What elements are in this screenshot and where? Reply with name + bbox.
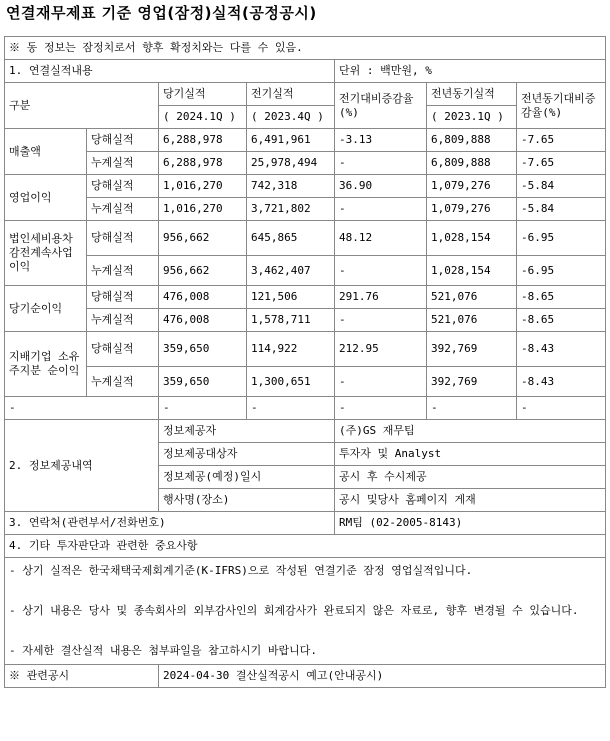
note-item: - 상기 내용은 당사 및 종속회사의 외부감사인의 회계감사가 완료되지 않은 자료로, 향후 변경될 수 있습니다.	[9, 604, 579, 617]
note-item: - 자세한 결산실적 내용은 첨부파일을 참고하시기 바랍니다.	[9, 644, 318, 657]
cell-cur: 956,662	[159, 221, 247, 256]
cell-prior: 114,922	[247, 332, 335, 367]
cell-qoq: -3.13	[335, 129, 427, 152]
cell-type: 당해실적	[87, 129, 159, 152]
info-key: 정보제공자	[159, 420, 335, 443]
cell-cur: 359,650	[159, 332, 247, 367]
table-row	[5, 286, 606, 309]
table-row	[5, 221, 606, 256]
cell-cur: 476,008	[159, 309, 247, 332]
cell-qoq: 212.95	[335, 332, 427, 367]
table-row	[5, 309, 606, 332]
table-row	[5, 367, 606, 397]
cell-yoy: -8.65	[517, 286, 606, 309]
info-key: 정보제공대상자	[159, 443, 335, 466]
header-yoy-base: 전년동기실적	[427, 83, 517, 106]
note-item: - 상기 실적은 한국채택국제회계기준(K-IFRS)으로 작성된 연결기준 잠정 영업실적입니다.	[9, 564, 473, 577]
header-category: 구분	[5, 83, 159, 129]
info-key: 정보제공(예정)일시	[159, 466, 335, 489]
cell-yoy-base: 521,076	[427, 309, 517, 332]
cell-yoy-base: 521,076	[427, 286, 517, 309]
cell-cur: 6,288,978	[159, 152, 247, 175]
page-title: 연결재무제표 기준 영업(잠정)실적(공정공시)	[6, 4, 317, 22]
row-category: 영업이익	[5, 175, 87, 221]
cell-type: 당해실적	[87, 221, 159, 256]
row-category: 지배기업 소유주지분 순이익	[5, 332, 87, 397]
section1-label: 1. 연결실적내용	[5, 60, 335, 83]
section3-label: 3. 연락처(관련부서/전화번호)	[5, 512, 335, 535]
info-value: 공시 후 수시제공	[335, 466, 606, 489]
dash-cell: -	[335, 397, 427, 420]
cell-qoq: -	[335, 152, 427, 175]
related-label: ※ 관련공시	[5, 665, 159, 688]
header-prior: 전기실적	[247, 83, 335, 106]
cell-yoy-base: 1,079,276	[427, 198, 517, 221]
cell-cur: 359,650	[159, 367, 247, 397]
cell-yoy: -6.95	[517, 221, 606, 256]
cell-cur: 1,016,270	[159, 198, 247, 221]
cell-qoq: 48.12	[335, 221, 427, 256]
cell-yoy-base: 6,809,888	[427, 129, 517, 152]
cell-yoy: -6.95	[517, 256, 606, 286]
table-row	[5, 332, 606, 367]
cell-qoq: 36.90	[335, 175, 427, 198]
cell-prior: 645,865	[247, 221, 335, 256]
cell-qoq: -	[335, 367, 427, 397]
header-current-period: ( 2024.1Q )	[159, 106, 247, 129]
unit-label: 단위 : 백만원, %	[335, 60, 606, 83]
cell-prior: 6,491,961	[247, 129, 335, 152]
info-value: 공시 및당사 홈페이지 게재	[335, 489, 606, 512]
info-value: 투자자 및 Analyst	[335, 443, 606, 466]
cell-type: 누계실적	[87, 256, 159, 286]
cell-yoy: -7.65	[517, 129, 606, 152]
header-qoq: 전기대비증감율(%)	[335, 83, 427, 129]
cell-yoy-base: 392,769	[427, 332, 517, 367]
notice: ※ 동 정보는 잠정치로서 향후 확정치와는 다를 수 있음.	[5, 37, 606, 60]
contact-value: RM팀 (02-2005-8143)	[335, 512, 606, 535]
row-category: 매출액	[5, 129, 87, 175]
cell-prior: 25,978,494	[247, 152, 335, 175]
header-prior-period: ( 2023.4Q )	[247, 106, 335, 129]
cell-qoq: -	[335, 198, 427, 221]
disclosure-table	[4, 36, 606, 688]
notes-box	[5, 558, 606, 665]
info-value: (주)GS 재무팀	[335, 420, 606, 443]
row-category: 당기순이익	[5, 286, 87, 332]
cell-type: 누계실적	[87, 367, 159, 397]
info-key: 행사명(장소)	[159, 489, 335, 512]
cell-prior: 3,721,802	[247, 198, 335, 221]
table-row	[5, 175, 606, 198]
row-category: 법인세비용차감전계속사업이익	[5, 221, 87, 286]
dash-cell: -	[159, 397, 247, 420]
cell-type: 당해실적	[87, 286, 159, 309]
cell-prior: 121,506	[247, 286, 335, 309]
table-row	[5, 129, 606, 152]
cell-qoq: -	[335, 256, 427, 286]
cell-type: 누계실적	[87, 198, 159, 221]
cell-yoy-base: 6,809,888	[427, 152, 517, 175]
cell-yoy-base: 392,769	[427, 367, 517, 397]
cell-type: 당해실적	[87, 175, 159, 198]
cell-yoy: -5.84	[517, 175, 606, 198]
dash-cell: -	[427, 397, 517, 420]
dash-cell: -	[247, 397, 335, 420]
cell-yoy: -8.43	[517, 332, 606, 367]
cell-type: 누계실적	[87, 309, 159, 332]
cell-cur: 956,662	[159, 256, 247, 286]
header-current: 당기실적	[159, 83, 247, 106]
cell-yoy: -8.43	[517, 367, 606, 397]
cell-yoy-base: 1,028,154	[427, 256, 517, 286]
cell-type: 누계실적	[87, 152, 159, 175]
cell-prior: 3,462,407	[247, 256, 335, 286]
section2-label: 2. 정보제공내역	[5, 420, 159, 512]
cell-yoy: -5.84	[517, 198, 606, 221]
cell-qoq: 291.76	[335, 286, 427, 309]
related-disclosure-link[interactable]: 2024-04-30 결산실적공시 예고(안내공시)	[159, 665, 606, 688]
cell-type: 당해실적	[87, 332, 159, 367]
cell-prior: 1,300,651	[247, 367, 335, 397]
dash-cell: -	[5, 397, 159, 420]
cell-prior: 742,318	[247, 175, 335, 198]
cell-yoy: -7.65	[517, 152, 606, 175]
cell-cur: 1,016,270	[159, 175, 247, 198]
cell-prior: 1,578,711	[247, 309, 335, 332]
table-row	[5, 256, 606, 286]
cell-yoy-base: 1,079,276	[427, 175, 517, 198]
dash-cell: -	[517, 397, 606, 420]
cell-cur: 476,008	[159, 286, 247, 309]
cell-yoy: -8.65	[517, 309, 606, 332]
header-yoy: 전년동기대비증감율(%)	[517, 83, 606, 129]
table-row	[5, 198, 606, 221]
table-row	[5, 152, 606, 175]
header-yoy-period: ( 2023.1Q )	[427, 106, 517, 129]
cell-qoq: -	[335, 309, 427, 332]
cell-yoy-base: 1,028,154	[427, 221, 517, 256]
cell-cur: 6,288,978	[159, 129, 247, 152]
section4-label: 4. 기타 투자판단과 관련한 중요사항	[5, 535, 606, 558]
